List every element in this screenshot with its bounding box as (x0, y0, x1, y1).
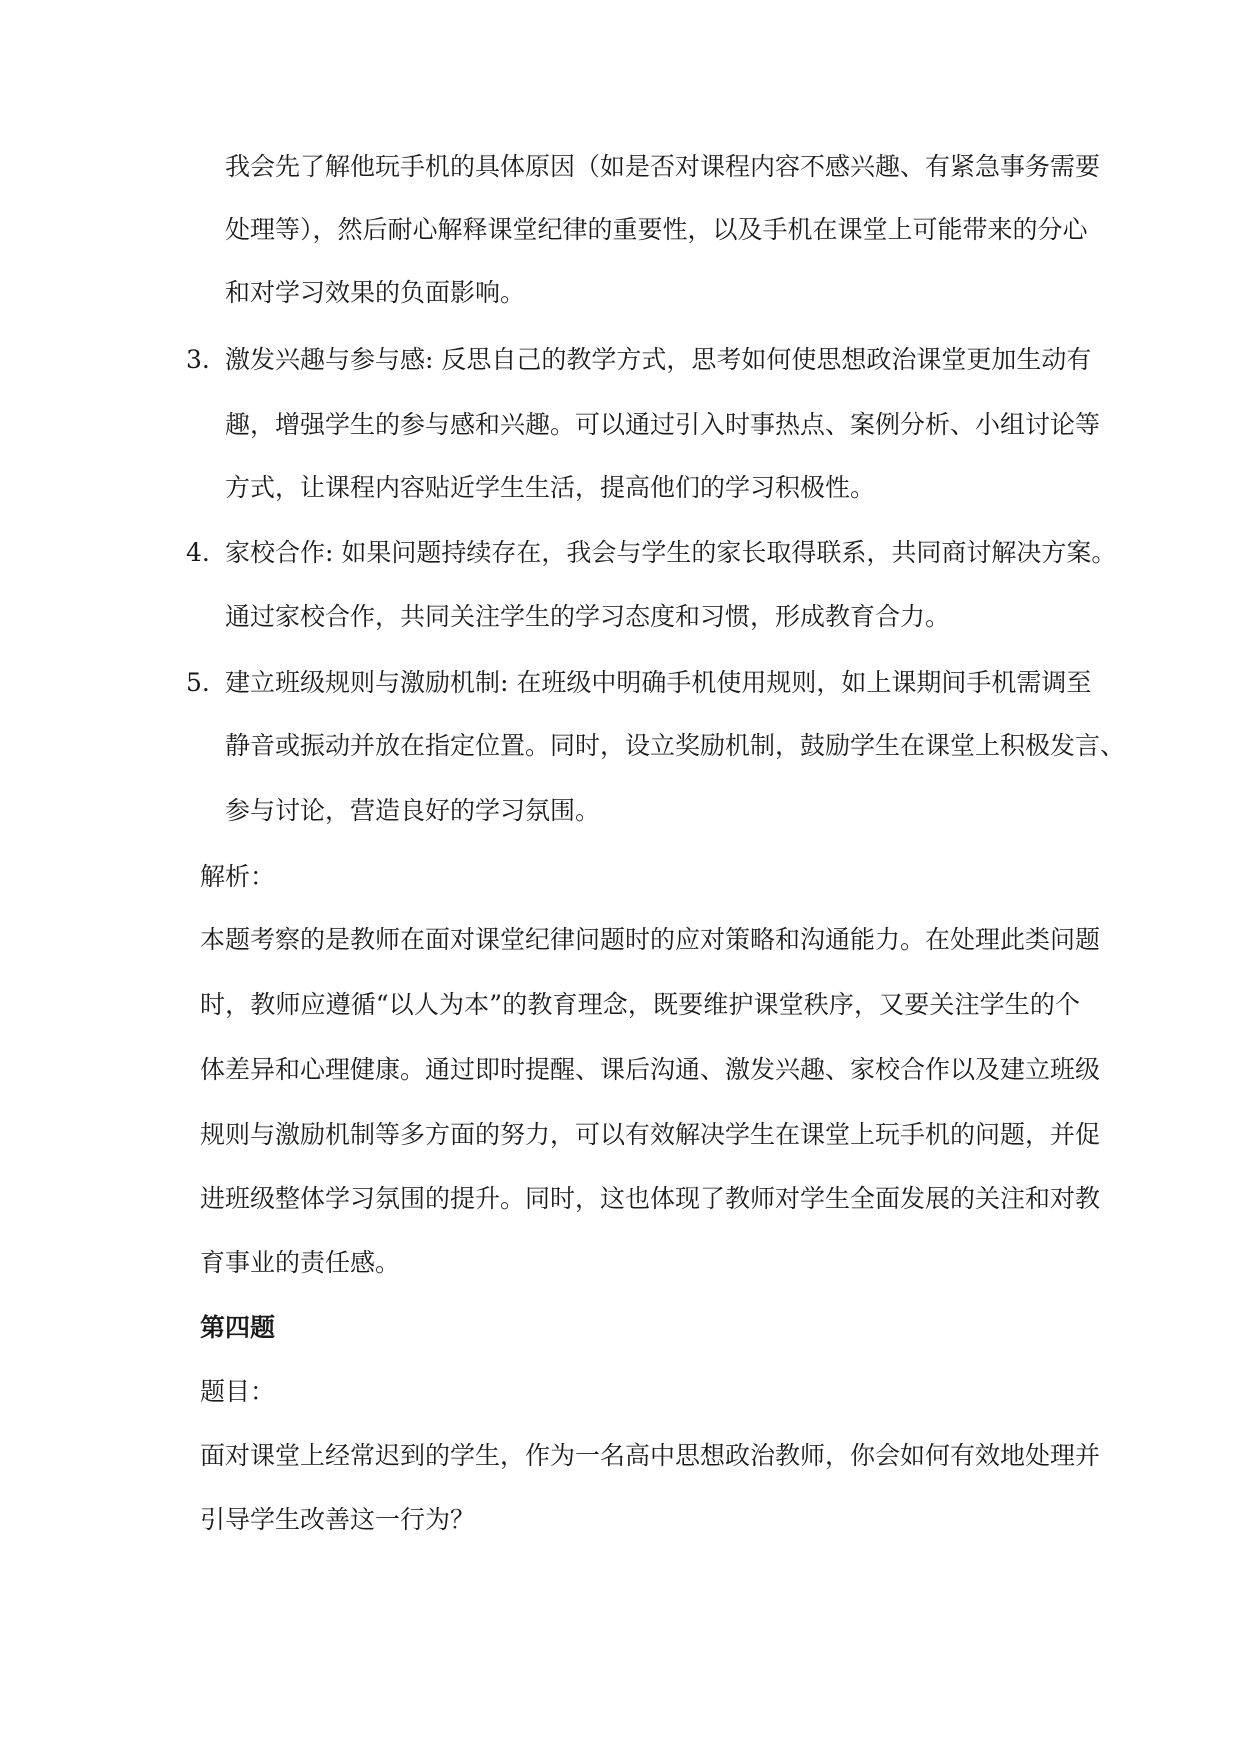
paragraph-line: 处理等），然后耐心解释课堂纪律的重要性，以及手机在课堂上可能带来的分心 (225, 215, 1088, 244)
paragraph-line: 和对学习效果的负面影响。 (225, 278, 526, 307)
list-item-line: 家校合作: 如果问题持续存在，我会与学生的家长取得联系，共同商讨解决方案。 (225, 538, 1117, 567)
analysis-line: 本题考察的是教师在面对课堂纪律问题时的应对策略和沟通能力。在处理此类问题 (200, 925, 1101, 954)
list-item-line: 激发兴趣与参与感: 反思自己的教学方式，思考如何使思想政治课堂更加生动有 (225, 345, 1092, 374)
list-item-line: 建立班级规则与激励机制: 在班级中明确手机使用规则，如上课期间手机需调至 (225, 668, 1092, 697)
list-item-line: 通过家校合作，共同关注学生的学习态度和习惯，形成教育合力。 (225, 602, 951, 631)
list-number: 4. (186, 538, 210, 567)
analysis-line: 规则与激励机制等多方面的努力，可以有效解决学生在课堂上玩手机的问题，并促 (200, 1120, 1101, 1149)
list-item-line: 趣，增强学生的参与感和兴趣。可以通过引入时事热点、案例分析、小组讨论等 (225, 410, 1101, 439)
section-heading: 第四题 (200, 1313, 276, 1342)
question-line: 引导学生改善这一行为？ (200, 1505, 476, 1534)
analysis-line: 时，教师应遵循“以人为本”的教育理念，既要维护课堂秩序，又要关注学生的个 (200, 990, 1080, 1019)
question-label: 题目： (200, 1377, 276, 1406)
analysis-line: 育事业的责任感。 (200, 1248, 401, 1277)
analysis-line: 进班级整体学习氛围的提升。同时，这也体现了教师对学生全面发展的关注和对教 (200, 1184, 1101, 1213)
list-number: 5. (186, 668, 210, 697)
analysis-line: 体差异和心理健康。通过即时提醒、课后沟通、激发兴趣、家校合作以及建立班级 (200, 1055, 1101, 1084)
list-item-line: 静音或振动并放在指定位置。同时，设立奖励机制，鼓励学生在课堂上积极发言、 (225, 731, 1126, 760)
list-item-line: 参与讨论，营造良好的学习氛围。 (225, 796, 601, 825)
question-line: 面对课堂上经常迟到的学生，作为一名高中思想政治教师，你会如何有效地处理并 (200, 1441, 1101, 1470)
list-item-line: 方式，让课程内容贴近学生生活，提高他们的学习积极性。 (225, 473, 876, 502)
paragraph-line: 我会先了解他玩手机的具体原因（如是否对课程内容不感兴趣、有紧急事务需要 (225, 152, 1101, 181)
analysis-label: 解析： (200, 862, 276, 891)
list-number: 3. (186, 345, 210, 374)
